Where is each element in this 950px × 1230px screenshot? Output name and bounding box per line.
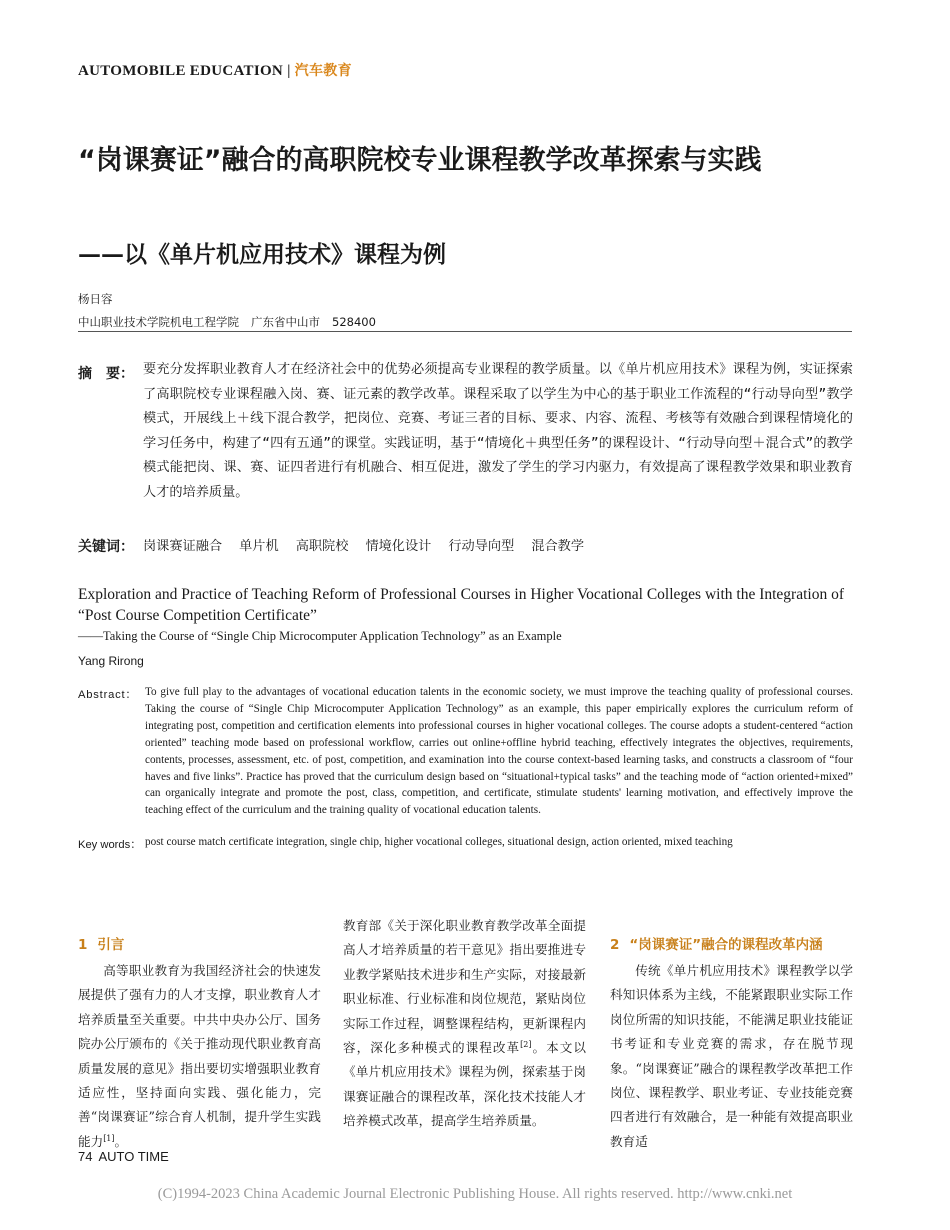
keyword-item: 行动导向型 xyxy=(448,539,515,554)
header-divider xyxy=(78,331,852,332)
keyword-item: 情境化设计 xyxy=(365,539,432,554)
section-title: 引言 xyxy=(97,937,125,953)
body-column-2 xyxy=(343,914,586,1134)
author-affiliation xyxy=(78,314,388,330)
body-paragraph: 高等职业教育为我国经济社会的快速发展提供了强有力的人才支撑，职业教育人才培养质量至关重要。中共中央办公厅、国务院办公厅颁布的《关于推动现代职业教育高质量发展的意见》指出要切实增强职业教育适应性，坚持面向实践、强化能力，完善“岗课赛证”综合育人机制，提升学生实践能力[1]。 xyxy=(78,963,321,1149)
affiliation-postcode: 528400 xyxy=(332,315,376,329)
footer-journal: AUTO TIME xyxy=(98,1149,169,1164)
abstract-cn-label: 摘 要： xyxy=(78,366,134,382)
english-author: Yang Rirong xyxy=(78,654,144,668)
english-subtitle: ——Taking the Course of “Single Chip Microcomputer Application Technology” as an Example xyxy=(78,629,562,643)
affiliation-location: 广东省中山市 xyxy=(251,315,320,329)
journal-name-cn: 汽车教育 xyxy=(294,63,352,79)
article-title: “岗课赛证”融合的高职院校专业课程教学改革探索与实践 xyxy=(78,145,762,176)
journal-name-en: AUTOMOBILE EDUCATION xyxy=(78,63,284,79)
citation: [2] xyxy=(520,1039,532,1049)
section-number: 1 xyxy=(78,937,88,953)
keywords-en-text: post course match certificate integration, single chip, higher vocational colleges, situational design, action oriented, mixed teaching xyxy=(145,836,733,848)
keywords-en-label: Key words： xyxy=(78,839,142,851)
abstract-en-text: To give full play to the advantages of vocational education talents in the economic society, we must improve the teaching quality of professional courses. Taking the course of “Single Chip Microcomputer Application Technology” as an example, this paper empirically explores the curriculum reform of integrating post, competition and certification elements into professional courses in higher vocational colleges. The course adopts a student-centered “action oriented” teaching mode based on professional workflow, carries out online+offline hybrid teaching, effectively integrates the objectives, requirements, contents, processes, assessment, etc. of post, competition, and examination into the course context-based learning tasks, and constructs a classroom of “four haves and five links”. Practice has proved that the curriculum design based on “situational+typical tasks” and the teaching mode of “action oriented+mixed” can organically integrate and promote the post, class, competition, and certificate, stimulate students' learning motivation, and effectively improve the teaching effect of the curriculum and the training quality of vocational education talents. xyxy=(145,686,853,817)
keywords-cn-list xyxy=(143,535,601,554)
section-heading xyxy=(610,933,853,957)
affiliation-institution: 中山职业技术学院机电工程学院 xyxy=(78,315,239,329)
abstract-en-label: Abstract： xyxy=(78,689,138,701)
keyword-item: 高职院校 xyxy=(295,539,349,554)
running-header xyxy=(78,60,352,80)
header-separator: | xyxy=(287,63,291,79)
copyright-watermark: (C)1994-2023 China Academic Journal Electronic Publishing House. All rights reserved. http://www.cnki.net xyxy=(157,1186,793,1202)
keywords-cn-label: 关键词： xyxy=(78,539,134,555)
body-column-3 xyxy=(610,915,853,1154)
keyword-item: 混合教学 xyxy=(531,539,585,554)
keyword-item: 岗课赛证融合 xyxy=(143,539,223,554)
section-title: “岗课赛证”融合的课程改革内涵 xyxy=(629,937,823,953)
body-column-1 xyxy=(78,915,321,1154)
body-paragraph: 传统《单片机应用技术》课程教学以学科知识体系为主线，不能紧跟职业实际工作岗位所需的知识技能，不能满足职业技能证书考证和专业竞赛的需求，存在脱节现象。“岗课赛证”融合的课程教学改革把工作岗位、课程教学、职业考证、专业技能竞赛四者进行有效融合，是一种能有效提高职业教育适 xyxy=(610,963,853,1149)
author-name: 杨日容 xyxy=(78,292,113,306)
english-title: Exploration and Practice of Teaching Reform of Professional Courses in Higher Vocational Colleges with the Integration of “Post Course Competition Certificate” xyxy=(78,586,844,624)
abstract-cn-text: 要充分发挥职业教育人才在经济社会中的优势必须提高专业课程的教学质量。以《单片机应用技术》课程为例，实证探索了高职院校专业课程融入岗、赛、证元素的教学改革。课程采取了以学生为中心的基于职业工作流程的“行动导向型”教学模式，开展线上＋线下混合教学，把岗位、竞赛、考证三者的目标、要求、内容、流程、考核等有效融合到课程情境化的学习任务中，构建了“四有五通”的课堂。实践证明，基于“情境化＋典型任务”的课程设计、“行动导向型＋混合式”的教学模式能把岗、课、赛、证四者进行有机融合、相互促进，激发了学生的学习内驱力，有效提高了课程教学效果和职业教育人才的培养质量。 xyxy=(143,362,853,500)
section-heading xyxy=(78,933,321,957)
page-number: 74 xyxy=(78,1149,93,1164)
citation: [1] xyxy=(103,1133,115,1143)
keyword-item: 单片机 xyxy=(239,539,279,554)
article-subtitle: ——以《单片机应用技术》课程为例 xyxy=(78,241,446,268)
body-paragraph: 教育部《关于深化职业教育教学改革全面提高人才培养质量的若干意见》指出要推进专业教学紧贴技术进步和生产实际，对接最新职业标准、行业标准和岗位规范，紧贴岗位实际工作过程，调整课程结构，更新课程内容，深化多种模式的课程改革[2]。本文以《单片机应用技术》课程为例，探索基于岗课赛证融合的课程改革，深化技术技能人才培养模式改革，提高学生培养质量。 xyxy=(343,918,587,1129)
section-number: 2 xyxy=(610,937,620,953)
page-footer xyxy=(78,1149,169,1164)
